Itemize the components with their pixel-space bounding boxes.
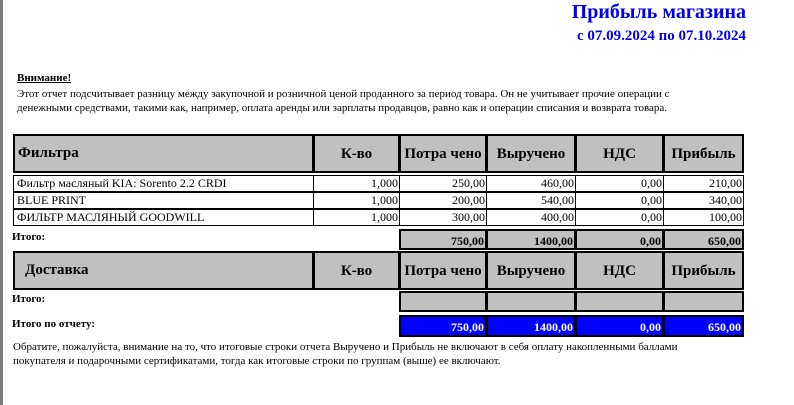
group2-header-spent: Потра чено	[399, 251, 487, 290]
grand-total-revenue: 1400,00	[486, 315, 576, 337]
row-vat: 0,00	[575, 209, 664, 226]
row-name: BLUE PRINT	[13, 192, 314, 209]
notice-text: Этот отчет подсчитывает разницу между закупочной и розничной ценой проданного за период товара. Он не учитывает прочие операции с денежными средствами, такими как, например, оплата аренды или зарплаты продавцов, равно как и операции списания и возврата товара.	[17, 88, 670, 114]
row-qty: 1,000	[313, 209, 400, 226]
row-vat: 0,00	[575, 192, 664, 209]
group1-header-profit: Прибыль	[663, 134, 744, 173]
row-qty: 1,000	[313, 175, 400, 192]
notice-heading: Внимание!	[17, 72, 72, 84]
row-name: ФИЛЬТР МАСЛЯНЫЙ GOODWILL	[13, 209, 314, 226]
group2-total-label: Итого:	[12, 293, 46, 305]
group1-total-revenue: 1400,00	[486, 229, 576, 250]
group2-header-qty: К-во	[313, 251, 400, 290]
group2-total-spent	[399, 291, 487, 312]
group2-header-revenue: Выручено	[486, 251, 576, 290]
row-revenue: 400,00	[486, 209, 576, 226]
row-vat: 0,00	[575, 175, 664, 192]
group1-header-spent: Потра чено	[399, 134, 487, 173]
group1-total-label: Итого:	[12, 231, 46, 243]
group1-header-name: Фильтра	[13, 134, 314, 173]
grand-total-spent: 750,00	[399, 315, 487, 337]
group1-total-profit: 650,00	[663, 229, 744, 250]
row-name: Фильтр масляный KIA: Sorento 2.2 CRDI	[13, 175, 314, 192]
report-period: с 07.09.2024 по 07.10.2024	[576, 28, 746, 44]
row-spent: 250,00	[399, 175, 487, 192]
report-title: Прибыль магазина	[571, 1, 746, 23]
row-spent: 200,00	[399, 192, 487, 209]
group1-total-vat: 0,00	[575, 229, 664, 250]
row-profit: 340,00	[663, 192, 744, 209]
group1-header-qty: К-во	[313, 134, 400, 173]
group1-header-vat: НДС	[575, 134, 664, 173]
row-qty: 1,000	[313, 192, 400, 209]
footnote: Обратите, пожалуйста, внимание на то, что итоговые строки отчета Выручено и Прибыль не включают в себя оплату накопленными баллами покупателя и подарочными сертификатами, тогда как итоговые строки по группам (выше) ее включают.	[13, 341, 678, 367]
group2-header-name: Доставка	[13, 251, 314, 290]
row-spent: 300,00	[399, 209, 487, 226]
group2-header-profit: Прибыль	[663, 251, 744, 290]
group2-total-vat	[575, 291, 664, 312]
group1-total-spent: 750,00	[399, 229, 487, 250]
grand-total-profit: 650,00	[663, 315, 744, 337]
row-profit: 210,00	[663, 175, 744, 192]
grand-total-vat: 0,00	[575, 315, 664, 337]
row-revenue: 540,00	[486, 192, 576, 209]
row-profit: 100,00	[663, 209, 744, 226]
grand-total-label: Итого по отчету:	[12, 318, 95, 330]
window-left-border	[0, 0, 3, 405]
group2-header-vat: НДС	[575, 251, 664, 290]
group2-total-profit	[663, 291, 744, 312]
row-revenue: 460,00	[486, 175, 576, 192]
group2-total-revenue	[486, 291, 576, 312]
group1-header-revenue: Выручено	[486, 134, 576, 173]
